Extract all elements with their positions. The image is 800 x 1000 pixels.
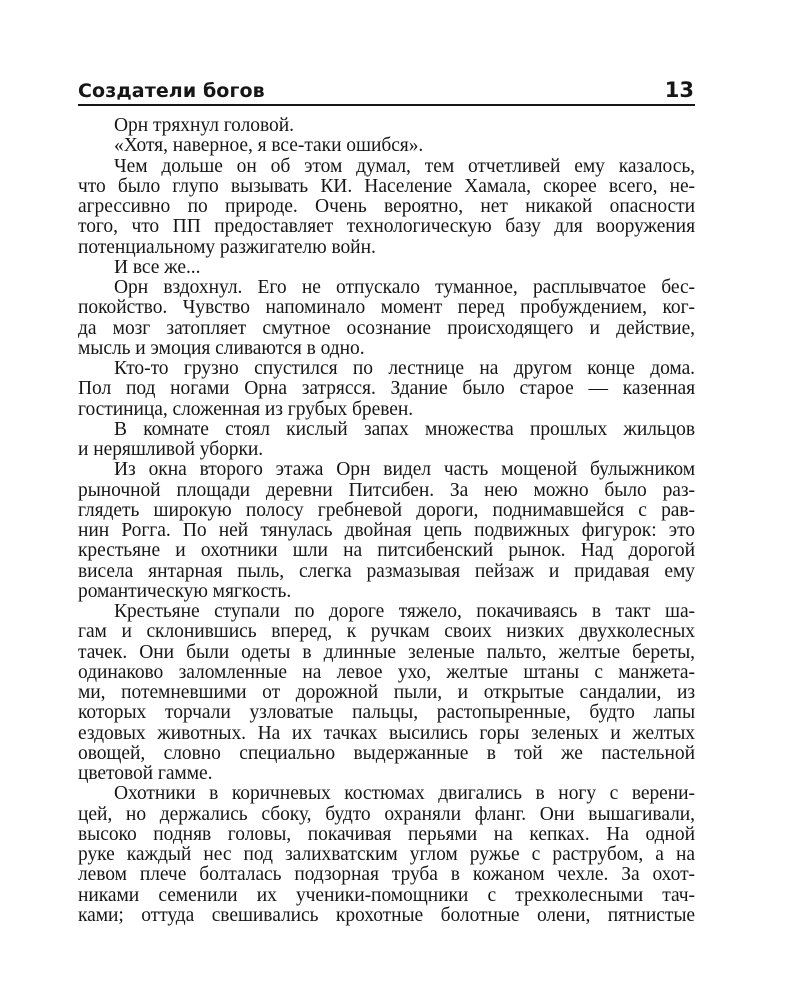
paragraph	[78, 258, 695, 278]
text-line: что было глупо вызывать КИ. Население Хамала, скорее всего, не-	[78, 175, 695, 197]
text-line: И все же...	[114, 256, 201, 278]
text-line: того, что ПП предоставляет технологическую базу для вооружения	[78, 216, 695, 238]
text-line: высоко подняв головы, покачивая перьями на кепках. На одной	[78, 823, 695, 845]
text-line: крестьяне и охотники шли на питсибенский рынок. Над дорогой	[78, 540, 695, 562]
text-line: да мозг затопляет смутное осознание происходящего и действие,	[78, 317, 695, 339]
text-line: агрессивно по природе. Очень вероятно, нет никакой опасности	[78, 196, 695, 217]
text-line: ездовых животных. На их тачках высились горы зеленых и желтых	[78, 722, 695, 744]
text-line: и неряшливой уборки.	[78, 439, 264, 460]
paragraph	[78, 278, 695, 359]
text-line: глядеть широкую полосу гребневой дороги, поднимавшейся с рав-	[78, 499, 695, 521]
paragraph	[78, 157, 695, 258]
text-line: Крестьяне ступали по дороге тяжело, покачиваясь в такт ша-	[114, 601, 695, 622]
running-header	[78, 78, 695, 106]
book-page	[78, 78, 695, 926]
text-line: рыночной площади деревни Питсибен. За нею можно было раз-	[78, 479, 695, 501]
text-line: ками; оттуда свешивались крохотные болотные олени, пятнистые	[78, 904, 695, 926]
text-line: Охотники в коричневых костюмах двигались в ногу с верени-	[114, 783, 695, 805]
text-line: Орн вздохнул. Его не отпускало туманное, расплывчатое бес-	[114, 277, 695, 298]
text-line: мысль и эмоция сливаются в одно.	[78, 337, 365, 359]
text-line: Орн тряхнул головой.	[114, 115, 294, 136]
text-line: цей, но держались сбоку, будто охраняли фланг. Они вышагивали,	[78, 803, 695, 825]
text-line: В комнате стоял кислый запах множества прошлых жильцов	[114, 418, 695, 440]
text-line: Из окна второго этажа Орн видел часть мощеной булыжником	[114, 459, 695, 481]
text-line: ми, потемневшими от дорожной пыли, и открытые сандалии, из	[78, 682, 695, 703]
text-line: гам и склонившись вперед, к ручкам своих низких двухколесных	[78, 621, 695, 643]
text-line: романтическую мягкость.	[78, 580, 292, 602]
text-line: одинаково заломленные на левое ухо, желтые штаны с манжета-	[78, 661, 695, 683]
paragraph	[78, 460, 695, 602]
body-text	[78, 116, 695, 926]
text-line: руке каждый нес под залихватским углом ружье с раструбом, а на	[78, 844, 695, 865]
paragraph	[78, 420, 695, 461]
text-line: Чем дольше он об этом думал, тем отчетливей ему казалось,	[114, 155, 695, 177]
text-line: никами семенили их ученики-помощники с трехколесными тач-	[78, 884, 695, 906]
text-line: овощей, словно специально выдержанные в той же пастельной	[78, 742, 695, 764]
text-line: которых торчали узловатые пальцы, растопыренные, будто лапы	[78, 702, 695, 724]
text-line: гостиница, сложенная из грубых бревен.	[78, 398, 414, 420]
paragraph	[78, 116, 695, 136]
text-line: левом плече болталась подзорная труба в кожаном чехле. За охот-	[78, 864, 695, 886]
paragraph	[78, 136, 695, 156]
text-line: Пол под ногами Орна затрясся. Здание было старое — казенная	[78, 378, 695, 400]
running-title: Создатели богов	[78, 80, 265, 102]
paragraph	[78, 784, 695, 926]
text-line: цветовой гамме.	[78, 763, 213, 784]
text-line: Кто-то грузно спустился по лестнице на другом конце дома.	[114, 358, 695, 379]
page-number: 13	[664, 78, 694, 102]
text-line: нин Рогга. По ней тянулась двойная цепь подвижных фигурок: это	[78, 520, 695, 541]
paragraph	[78, 359, 695, 420]
text-line: тачек. Они были одеты в длинные зеленые пальто, желтые береты,	[78, 641, 695, 663]
paragraph	[78, 602, 695, 784]
text-line: покойство. Чувство напоминало момент перед пробуждением, ког-	[78, 297, 695, 319]
text-line: висела янтарная пыль, слегка размазывая пейзаж и придавая ему	[78, 560, 695, 582]
text-line: «Хотя, наверное, я все-таки ошибся».	[114, 135, 424, 157]
text-line: потенциальному разжигателю войн.	[78, 236, 376, 258]
